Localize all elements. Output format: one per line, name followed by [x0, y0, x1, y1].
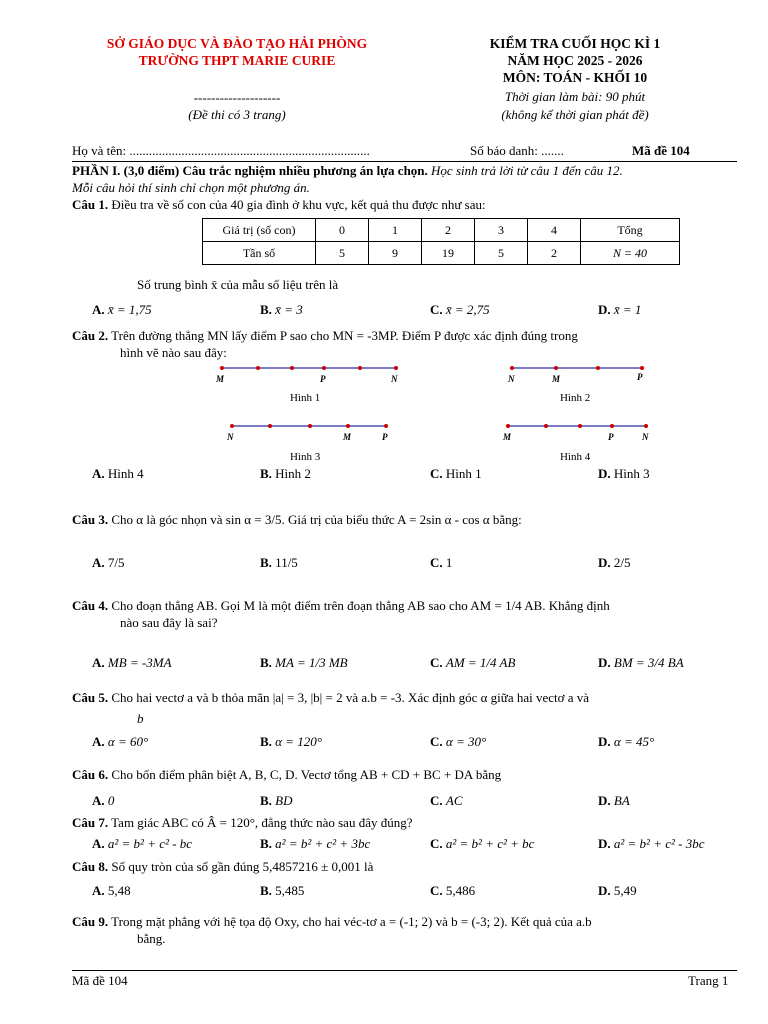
q5-text-2: b [137, 711, 144, 726]
q4-option-d[interactable]: BM = 3/4 BA [613, 655, 684, 670]
q2-option-d[interactable]: Hình 3 [613, 466, 650, 481]
table-cell: Giá trị (số con) [203, 219, 316, 242]
q2-text-2: hình vẽ nào sau đây: [120, 345, 227, 360]
student-name-field: Họ và tên: .......................................................................... [72, 143, 370, 158]
svg-text:P: P [382, 432, 388, 442]
q4-text: Cho đoạn thẳng AB. Gọi M là một điểm trên đoạn thẳng AB sao cho AM = 1/4 AB. Khẳng định [108, 598, 610, 613]
option-letter: A. [92, 302, 105, 317]
part1-title: PHẦN I. (3,0 điểm) Câu trắc nghiệm nhiều phương án lựa chọn. [72, 163, 428, 178]
point-n [510, 366, 514, 370]
q3-label: Câu 3. [72, 512, 109, 527]
point-n [644, 424, 648, 428]
q1-option-a[interactable]: x̄ = 1,75 [107, 302, 152, 317]
q5-option-d[interactable]: α = 45° [613, 734, 655, 749]
option-letter: A. [92, 793, 105, 808]
q2-text: Trên đường thẳng MN lấy điểm P sao cho MN = -3MP. Điểm P được xác định đúng trong [108, 328, 578, 343]
q7-option-b[interactable]: a² = b² + c² + 3bc [275, 836, 371, 851]
point-p [610, 424, 614, 428]
point-m [220, 366, 224, 370]
question-5 [72, 690, 589, 706]
q1-option-b[interactable]: x̄ = 3 [275, 302, 303, 317]
q3-option-b[interactable]: 11/5 [275, 555, 298, 570]
option-letter: A. [92, 466, 105, 481]
q5-option-b[interactable]: α = 120° [275, 734, 322, 749]
q1-text: Điều tra về số con của 40 gia đình ở khu vực, kết quả thu được như sau: [108, 197, 486, 212]
q6-option-a[interactable]: 0 [107, 793, 115, 808]
table-cell: 4 [528, 219, 581, 242]
option-letter: D. [598, 466, 611, 481]
table-cell: 3 [475, 219, 528, 242]
option-letter: B. [260, 466, 272, 481]
table-cell: 1 [369, 219, 422, 242]
point-n [394, 366, 398, 370]
figure-2 [510, 366, 644, 370]
figure-1 [220, 366, 398, 370]
option-letter: B. [260, 836, 272, 851]
option-letter: D. [598, 302, 611, 317]
svg-text:P: P [320, 374, 326, 384]
q9-label: Câu 9. [72, 914, 109, 929]
point-m [554, 366, 558, 370]
exam-time-note: (không kể thời gian phát đề) [501, 107, 649, 122]
q9-text-2: bằng. [137, 931, 166, 946]
exam-code: Mã đề 104 [632, 143, 690, 158]
q1-option-d[interactable]: x̄ = 1 [613, 302, 642, 317]
q7-text: Tam giác ABC có Â = 120°, đẳng thức nào sau đây đúng? [108, 815, 413, 830]
exam-title: KIỂM TRA CUỐI HỌC KÌ 1 [489, 36, 661, 51]
table-cell: Tần số [203, 242, 316, 265]
question-7 [72, 815, 413, 831]
table-cell: 5 [316, 242, 369, 265]
table-cell: 19 [422, 242, 475, 265]
q9-text: Trong mặt phẳng với hệ tọa độ Oxy, cho hai véc-tơ a = (-1; 2) và b = (-3; 2). Kết quả của a.b [108, 914, 592, 929]
point-m [506, 424, 510, 428]
q6-option-c[interactable]: AC [445, 793, 463, 808]
q8-text: Số quy tròn của số gần đúng 5,4857216 ± 0,001 là [108, 859, 374, 874]
q3-text: Cho α là góc nhọn và sin α = 3/5. Giá trị của biểu thức A = 2sin α - cos α bằng: [108, 512, 522, 527]
q5-label: Câu 5. [72, 690, 109, 705]
question-3 [72, 512, 522, 528]
option-letter: B. [260, 883, 272, 898]
svg-text:M: M [552, 374, 561, 384]
table-row [203, 242, 680, 265]
option-letter: B. [260, 555, 272, 570]
table-cell: 2 [528, 242, 581, 265]
q6-label: Câu 6. [72, 767, 109, 782]
q8-option-b[interactable]: 5,485 [275, 883, 305, 898]
student-id-field: Số báo danh: ....... [470, 143, 564, 158]
table-cell: 9 [369, 242, 422, 265]
svg-text:M: M [343, 432, 352, 442]
q2-label: Câu 2. [72, 328, 109, 343]
point-p [384, 424, 388, 428]
q8-option-a[interactable]: 5,48 [107, 883, 131, 898]
option-letter: A. [92, 734, 105, 749]
svg-text:P: P [637, 372, 643, 382]
q7-option-a[interactable]: a² = b² + c² - bc [107, 836, 192, 851]
table-cell: N = 40 [581, 242, 680, 265]
option-letter: D. [598, 793, 611, 808]
option-letter: D. [598, 555, 611, 570]
point-m [346, 424, 350, 428]
q6-option-b[interactable]: BD [275, 793, 293, 808]
svg-text:P: P [608, 432, 614, 442]
option-letter: C. [430, 734, 443, 749]
figure-caption: Hình 2 [560, 392, 591, 404]
q1-option-c[interactable]: x̄ = 2,75 [445, 302, 490, 317]
question-6 [72, 767, 501, 783]
svg-text:N: N [227, 432, 234, 442]
q4-text-2: nào sau đây là sai? [120, 615, 218, 630]
option-letter: A. [92, 836, 105, 851]
option-letter: C. [430, 302, 443, 317]
q4-option-b[interactable]: MA = 1/3 MB [275, 655, 348, 670]
q5-option-a[interactable]: α = 60° [107, 734, 149, 749]
q5-option-c[interactable]: α = 30° [445, 734, 487, 749]
table-cell: 2 [422, 219, 475, 242]
option-letter: C. [430, 466, 443, 481]
option-letter: A. [92, 883, 105, 898]
question-4 [72, 598, 610, 614]
part1-instruction: Học sinh trả lời từ câu 1 đến câu 12. [427, 163, 623, 178]
figure-3 [230, 424, 388, 428]
option-letter: B. [260, 793, 272, 808]
table-cell: 5 [475, 242, 528, 265]
q1-question: Số trung bình x̄ của mẫu số liệu trên là [137, 277, 339, 292]
figure-caption: Hình 4 [560, 451, 591, 463]
q4-option-a[interactable]: MB = -3MA [107, 655, 172, 670]
school-year: NĂM HỌC 2025 - 2026 [507, 53, 643, 68]
option-letter: C. [430, 883, 443, 898]
q3-option-a[interactable]: 7/5 [107, 555, 125, 570]
q5-text: Cho hai vectơ a và b thỏa mãn |a| = 3, |b| = 2 và a.b = -3. Xác định góc α giữa hai vectơ a và [108, 690, 590, 705]
part1-instruction-2: Mỗi câu hỏi thí sinh chỉ chọn một phương án. [72, 180, 310, 195]
option-letter: D. [598, 655, 611, 670]
option-letter: C. [430, 793, 443, 808]
svg-text:N: N [508, 374, 515, 384]
svg-text:M: M [503, 432, 512, 442]
q8-option-d[interactable]: 5,49 [613, 883, 637, 898]
exam-time: Thời gian làm bài: 90 phút [504, 89, 646, 104]
footer-page: Trang 1 [688, 973, 729, 988]
q4-label: Câu 4. [72, 598, 109, 613]
q6-option-d[interactable]: BA [613, 793, 630, 808]
table-cell: 0 [316, 219, 369, 242]
q8-label: Câu 8. [72, 859, 109, 874]
figure-4 [506, 424, 648, 428]
q6-text: Cho bốn điểm phân biệt A, B, C, D. Vectơ tổng AB + CD + BC + DA bằng [108, 767, 502, 782]
question-2 [72, 328, 578, 344]
svg-text:M: M [216, 374, 225, 384]
question-9 [72, 914, 592, 930]
q4-option-c[interactable]: AM = 1/4 AB [445, 655, 516, 670]
option-letter: D. [598, 836, 611, 851]
option-letter: C. [430, 555, 443, 570]
point-n [230, 424, 234, 428]
q2-option-a[interactable]: Hình 4 [107, 466, 144, 481]
footer-divider [72, 970, 737, 971]
frequency-table [202, 218, 680, 265]
option-letter: C. [430, 655, 443, 670]
option-letter: B. [260, 655, 272, 670]
school-name: TRƯỜNG THPT MARIE CURIE [138, 53, 336, 68]
option-letter: D. [598, 734, 611, 749]
option-letter: A. [92, 655, 105, 670]
option-letter: D. [598, 883, 611, 898]
q1-label: Câu 1. [72, 197, 109, 212]
point-p [640, 366, 644, 370]
option-letter: C. [430, 836, 443, 851]
q3-option-c[interactable]: 1 [445, 555, 453, 570]
dept-name: SỞ GIÁO DỤC VÀ ĐÀO TẠO HẢI PHÒNG [106, 36, 368, 51]
header-divider [72, 161, 737, 162]
option-letter: B. [260, 302, 272, 317]
q3-option-d[interactable]: 2/5 [613, 555, 631, 570]
table-row [203, 219, 680, 242]
question-8 [72, 859, 373, 875]
q2-option-c[interactable]: Hình 1 [445, 466, 482, 481]
header-dashes: -------------------- [193, 90, 281, 105]
svg-text:N: N [391, 374, 398, 384]
figure-caption: Hình 3 [290, 451, 321, 463]
page-count: (Đề thi có 3 trang) [188, 107, 286, 122]
option-letter: A. [92, 555, 105, 570]
q7-option-d[interactable]: a² = b² + c² - 3bc [613, 836, 705, 851]
question-1 [72, 197, 486, 213]
option-letter: B. [260, 734, 272, 749]
footer-code: Mã đề 104 [72, 973, 128, 988]
q2-figures [200, 362, 720, 467]
svg-text:N: N [642, 432, 649, 442]
point-p [322, 366, 326, 370]
q7-label: Câu 7. [72, 815, 109, 830]
q8-option-c[interactable]: 5,486 [445, 883, 476, 898]
q7-option-c[interactable]: a² = b² + c² + bc [445, 836, 535, 851]
figure-caption: Hình 1 [290, 392, 321, 404]
subject: MÔN: TOÁN - KHỐI 10 [502, 70, 648, 85]
table-cell: Tổng [581, 219, 680, 242]
q2-option-b[interactable]: Hình 2 [275, 466, 311, 481]
